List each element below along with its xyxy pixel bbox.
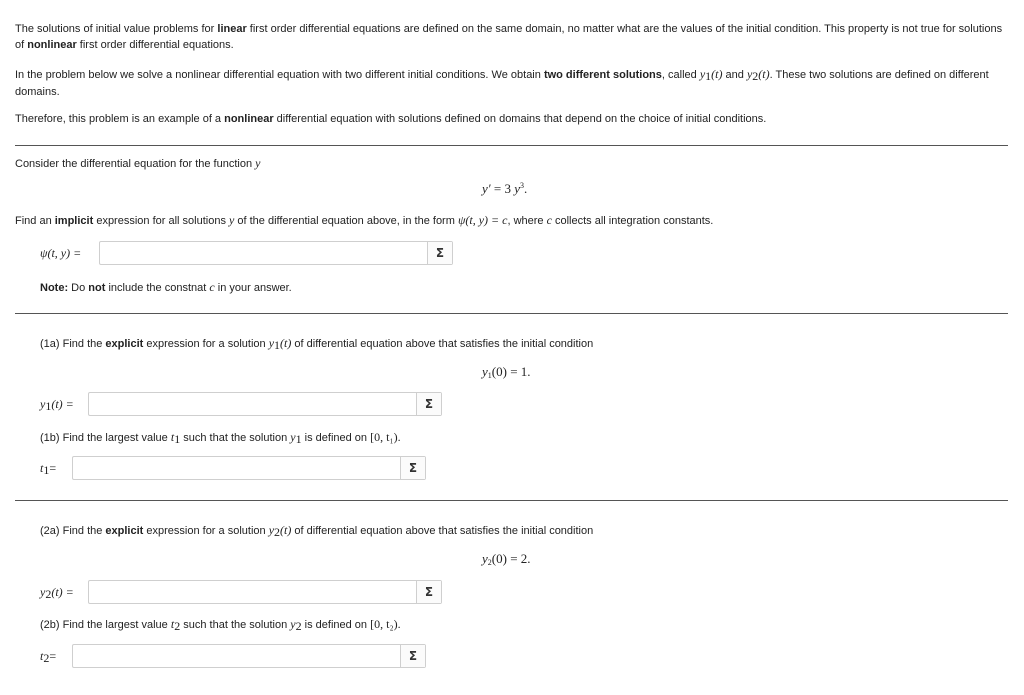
section-divider (15, 145, 1008, 146)
y1-answer-field (88, 392, 442, 416)
t2-math-editor-button[interactable] (400, 645, 425, 667)
y2-math-editor-button[interactable] (416, 581, 441, 603)
t1-label: $t_1=$ (40, 461, 57, 477)
initial-condition-2: $y_2(0) = 2$. (482, 551, 531, 567)
t2-answer-field (72, 644, 426, 668)
y1-input[interactable] (89, 393, 417, 415)
t1-input[interactable] (73, 457, 401, 479)
consider-text: Consider the differential equation for the function y (15, 156, 261, 170)
sigma-icon: Σ (424, 585, 434, 599)
psi-answer-field (99, 241, 453, 265)
intro-paragraph-1: The solutions of initial value problems for linear first order differential equations are defined on the same domain, no matter what are the values of the initial condition. This property is not true for solutions of nonlinear first order differential equations. (15, 23, 1003, 51)
t2-input[interactable] (73, 645, 401, 667)
note-text: Note: Do not include the constnat c in your answer. (40, 280, 292, 294)
psi-input[interactable] (100, 242, 428, 264)
y2-label: $y_2(t)$ = (40, 585, 74, 601)
t1-answer-field (72, 456, 426, 480)
t2-label: $t_2=$ (40, 649, 57, 665)
question-2b: (2b) Find the largest value $t_2$ such that the solution $y_2$ is defined on [0, t₂). (40, 617, 401, 633)
y2-input[interactable] (89, 581, 417, 603)
question-1b: (1b) Find the largest value $t_1$ such that the solution $y_1$ is defined on [0, t₁). (40, 430, 401, 446)
y1-math-editor-button[interactable] (416, 393, 441, 415)
intro-paragraph-2: In the problem below we solve a nonlinear differential equation with two different initial conditions. We obtain two different solutions, called $y_1(t)$ and $y_2(t)$. These two solutions are defined on different domains. (15, 67, 989, 98)
psi-math-editor-button[interactable] (427, 242, 452, 264)
sigma-icon: Σ (424, 397, 434, 411)
sigma-icon: Σ (408, 649, 418, 663)
section-divider (15, 313, 1008, 314)
psi-label: ψ(t, y) = (40, 246, 82, 260)
y2-answer-field (88, 580, 442, 604)
question-1a: (1a) Find the explicit expression for a solution $y_1(t)$ of differential equation above that satisfies the initial condition (40, 336, 594, 352)
sigma-icon: Σ (435, 246, 445, 260)
y1-label: $y_1(t)$ = (40, 397, 74, 413)
differential-equation: y′ = 3 $y^3$. (482, 181, 528, 196)
question-2a: (2a) Find the explicit expression for a solution $y_2(t)$ of differential equation above that satisfies the initial condition (40, 523, 594, 539)
sigma-icon: Σ (408, 461, 418, 475)
implicit-question: Find an implicit expression for all solutions y of the differential equation above, in the form ψ(t, y) = c, where c collects all integration constants. (15, 213, 714, 227)
section-divider (15, 500, 1008, 501)
intro-paragraph-3: Therefore, this problem is an example of a nonlinear differential equation with solutions defined on domains that depend on the choice of initial conditions. (15, 113, 767, 125)
initial-condition-1: $y_1(0) = 1$. (482, 364, 531, 380)
t1-math-editor-button[interactable] (400, 457, 425, 479)
